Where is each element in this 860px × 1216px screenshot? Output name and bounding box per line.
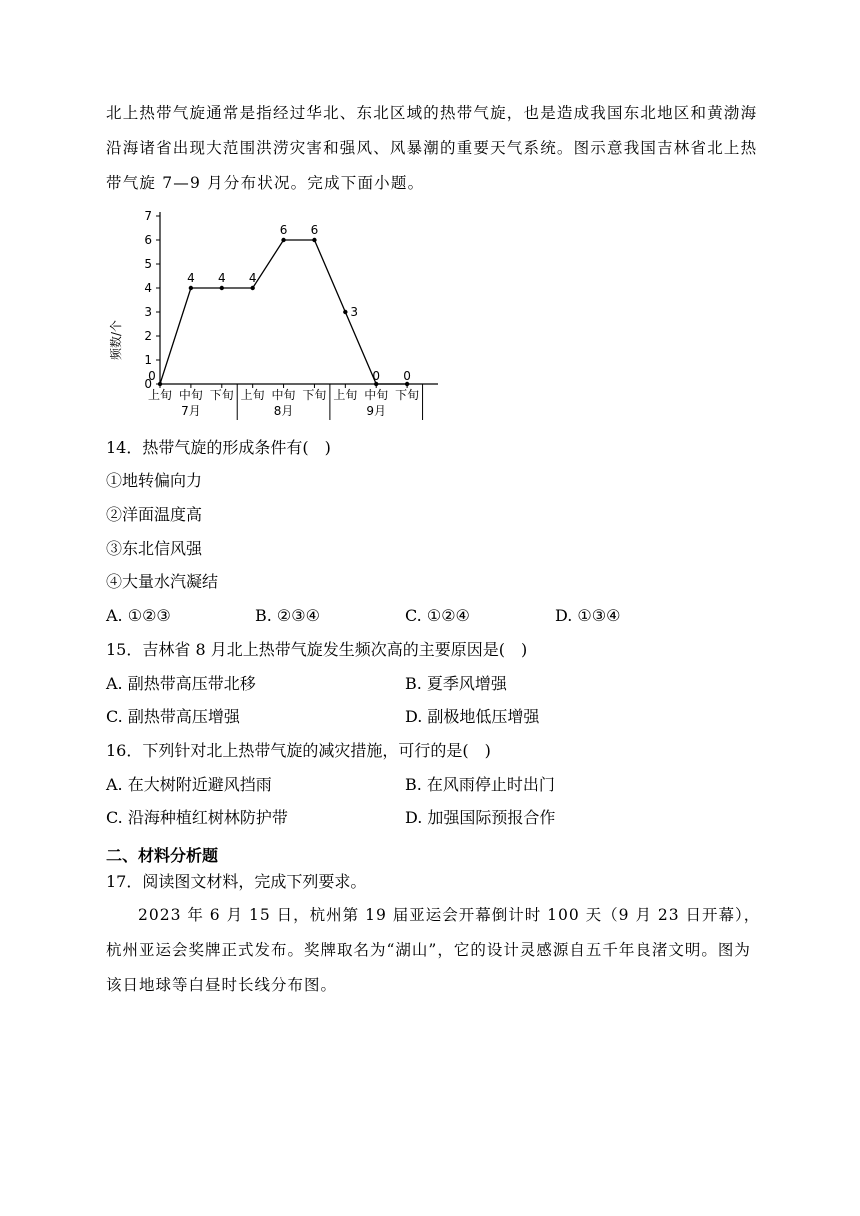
q14-stem: 14．热带气旋的形成条件有( ): [106, 438, 331, 457]
q14-item-1: ①地转偏向力: [106, 471, 203, 490]
data-point: [312, 238, 316, 242]
x-labels: [148, 384, 423, 420]
data-point: [343, 310, 347, 314]
y-tick-label: 0: [144, 377, 152, 391]
x-tick-label: 下旬: [302, 388, 327, 402]
q15-option-d[interactable]: D. 副极地低压增强: [405, 707, 540, 726]
data-label: 3: [350, 305, 358, 319]
data-label: 0: [148, 369, 156, 383]
x-tick-label: 上旬: [333, 388, 358, 402]
q16-stem: 16．下列针对北上热带气旋的减灾措施，可行的是( ): [106, 741, 491, 760]
data-point: [220, 286, 224, 290]
month-group-label: 9月: [366, 404, 387, 418]
q16-option-d[interactable]: D. 加强国际预报合作: [405, 808, 556, 827]
y-tick-label: 3: [144, 305, 152, 319]
y-ticks: [144, 209, 160, 391]
data-label: 0: [403, 369, 411, 383]
y-tick-label: 5: [144, 257, 152, 271]
q14-option-d[interactable]: D. ①③④: [555, 606, 621, 625]
q14-option-c[interactable]: C. ①②④: [405, 606, 470, 625]
month-group-label: 8月: [273, 404, 294, 418]
x-tick-label: 上旬: [147, 388, 173, 402]
month-group-label: 7月: [181, 404, 201, 418]
tropical-cyclone-frequency-chart: [104, 206, 444, 422]
x-tick-label: 下旬: [209, 388, 234, 402]
q17-stem: 17．阅读图文材料，完成下列要求。: [106, 872, 367, 891]
x-tick-label: 下旬: [395, 388, 420, 402]
data-label: 4: [248, 271, 257, 285]
intro-paragraph: 北上热带气旋通常是指经过华北、东北区域的热带气旋，也是造成我国东北地区和黄渤海沿海诸省出现大范围洪涝灾害和强风、风暴潮的重要天气系统。图示意我国吉林省北上热带气旋 7—9 月分布状况。完成下面小题。: [106, 104, 758, 192]
y-tick-label: 7: [144, 209, 152, 223]
q15-stem: 15．吉林省 8 月北上热带气旋发生频次高的主要原因是( ): [106, 640, 528, 659]
q15-option-c[interactable]: C. 副热带高压增强: [106, 707, 240, 726]
q14-option-b[interactable]: B. ②③④: [255, 606, 320, 625]
data-label: 6: [279, 223, 288, 237]
data-point: [281, 238, 285, 242]
data-label: 0: [372, 369, 381, 383]
chart-series: [148, 223, 411, 386]
data-label: 4: [187, 271, 195, 285]
series-line: [160, 240, 407, 384]
q17-material: 2023 年 6 月 15 日，杭州第 19 届亚运会开幕倒计时 100 天（9 月 23 日开幕），杭州亚运会奖牌正式发布。奖牌取名为“湖山”，它的设计灵感源自五千年良渚文明。图为该日地球等白昼时长线分布图。: [106, 906, 761, 994]
data-point: [250, 286, 254, 290]
x-tick-label: 中旬: [271, 388, 296, 402]
data-label: 4: [217, 271, 226, 285]
q14-option-a[interactable]: A. ①②③: [106, 606, 171, 625]
x-tick-label: 上旬: [240, 388, 265, 402]
data-label: 6: [310, 223, 319, 237]
x-tick-label: 中旬: [364, 388, 389, 402]
x-tick-label: 中旬: [178, 388, 203, 402]
y-axis-label: 频数/个: [109, 319, 123, 361]
y-tick-label: 4: [144, 281, 152, 295]
q15-option-b[interactable]: B. 夏季风增强: [405, 674, 507, 693]
q14-item-2: ②洋面温度高: [106, 505, 203, 524]
q15-option-a[interactable]: A. 副热带高压带北移: [106, 674, 256, 693]
q16-option-c[interactable]: C. 沿海种植红树林防护带: [106, 808, 288, 827]
q14-item-4: ④大量水汽凝结: [106, 572, 219, 591]
section-title: 二、材料分析题: [106, 846, 219, 865]
chart-axes: [160, 212, 438, 384]
y-tick-label: 6: [144, 233, 152, 247]
y-tick-label: 2: [144, 329, 152, 343]
q16-option-b[interactable]: B. 在风雨停止时出门: [405, 775, 555, 794]
q16-option-a[interactable]: A. 在大树附近避风挡雨: [106, 775, 272, 794]
data-point: [189, 286, 193, 290]
y-tick-label: 1: [144, 353, 152, 367]
q14-item-3: ③东北信风强: [106, 539, 203, 558]
